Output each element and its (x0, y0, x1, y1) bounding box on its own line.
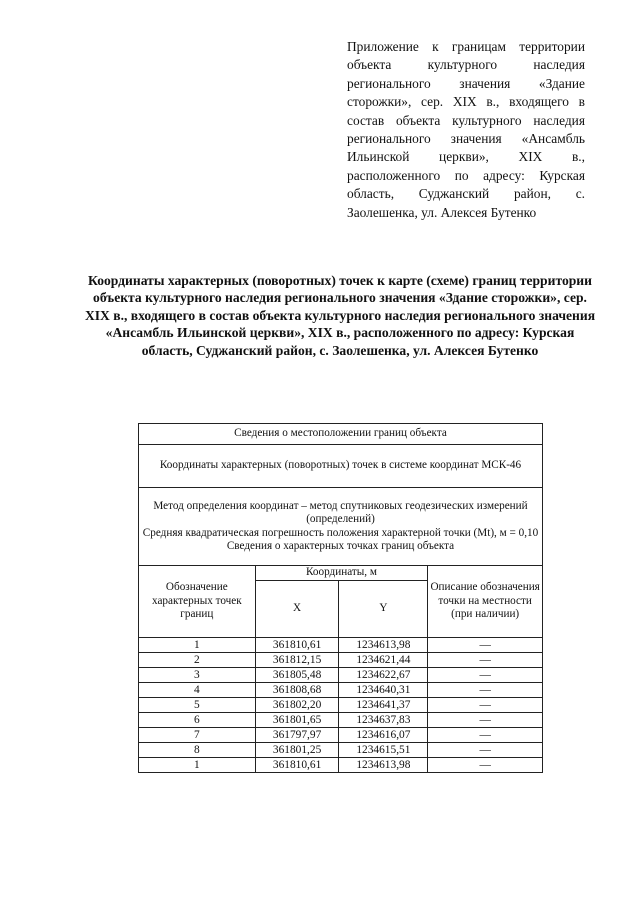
x-cell: 361812,15 (255, 652, 339, 667)
description-cell: — (428, 652, 543, 667)
x-cell: 361810,61 (255, 757, 339, 772)
coordinates-table (138, 423, 543, 773)
point-cell: 4 (139, 682, 256, 697)
table-row (139, 652, 543, 667)
table-header-row (139, 424, 543, 445)
table-row (139, 667, 543, 682)
description-cell: — (428, 742, 543, 757)
accuracy-text: Средняя квадратическая погрешность положения характерной точки (Mt), м = 0,10 (142, 526, 539, 539)
table-row (139, 697, 543, 712)
y-cell: 1234613,98 (339, 637, 428, 652)
point-cell: 3 (139, 667, 256, 682)
table-row (139, 742, 543, 757)
point-cell: 6 (139, 712, 256, 727)
table-row (139, 637, 543, 652)
table-row (139, 682, 543, 697)
x-cell: 361797,97 (255, 727, 339, 742)
y-cell: 1234615,51 (339, 742, 428, 757)
y-cell: 1234621,44 (339, 652, 428, 667)
x-cell: 361805,48 (255, 667, 339, 682)
point-cell: 8 (139, 742, 256, 757)
description-cell: — (428, 757, 543, 772)
table-row (139, 727, 543, 742)
coords-column-header: Координаты, м (255, 566, 428, 581)
points-header: Сведения о характерных точках границ объекта (226, 540, 455, 552)
coord-system-row (139, 445, 543, 488)
designation-column-header: Обозначение характерных точек границ (139, 566, 256, 638)
description-cell: — (428, 682, 543, 697)
y-cell: 1234641,37 (339, 697, 428, 712)
x-cell: 361808,68 (255, 682, 339, 697)
appendix-note: Приложение к границам территории объекта культурного наследия регионального значения «Здание сторожки», сер. XIX в., входящего в состав объекта культурного наследия регионального значения «Ансамбль Ильинской церкви», XIX в., расположенного по адресу: Курская область, Суджанский район, с. Заолешенка, ул. Алексея Бутенко (347, 39, 585, 220)
point-cell: 1 (139, 757, 256, 772)
x-column-header: X (255, 580, 339, 637)
coord-system-cell: Координаты характерных (поворотных) точек в системе координат МСК-46 (139, 445, 543, 488)
description-cell: — (428, 697, 543, 712)
y-cell: 1234622,67 (339, 667, 428, 682)
x-cell: 361801,25 (255, 742, 339, 757)
table-row (139, 757, 543, 772)
location-header: Сведения о местоположении границ объекта (139, 424, 543, 445)
description-cell: — (428, 727, 543, 742)
y-cell: 1234616,07 (339, 727, 428, 742)
table-row (139, 712, 543, 727)
point-cell: 5 (139, 697, 256, 712)
method-cell (139, 488, 543, 566)
y-cell: 1234640,31 (339, 682, 428, 697)
y-cell: 1234613,98 (339, 757, 428, 772)
description-cell: — (428, 667, 543, 682)
point-cell: 7 (139, 727, 256, 742)
x-cell: 361802,20 (255, 697, 339, 712)
table-body (139, 637, 543, 772)
y-cell: 1234637,83 (339, 712, 428, 727)
x-cell: 361801,65 (255, 712, 339, 727)
point-cell: 2 (139, 652, 256, 667)
point-cell: 1 (139, 637, 256, 652)
description-cell: — (428, 712, 543, 727)
description-cell: — (428, 637, 543, 652)
y-column-header: Y (339, 580, 428, 637)
description-column-header: Описание обозначения точки на местности (при наличии) (428, 566, 543, 638)
method-text: Метод определения координат – метод спутниковых геодезических измерений (определений) (153, 499, 528, 525)
method-row (139, 488, 543, 566)
x-cell: 361810,61 (255, 637, 339, 652)
column-header-row (139, 566, 543, 581)
document-title: Координаты характерных (поворотных) точек к карте (схеме) границ территории объекта культурного наследия регионального значения «Здание сторожки», сер. XIX в., входящего в состав объекта культурного наследия регионального значения «Ансамбль Ильинской церкви», XIX в., расположенного по адресу: Курская область, Суджанский район, с. Заолешенка, ул. Алексея Бутенко (84, 273, 596, 358)
